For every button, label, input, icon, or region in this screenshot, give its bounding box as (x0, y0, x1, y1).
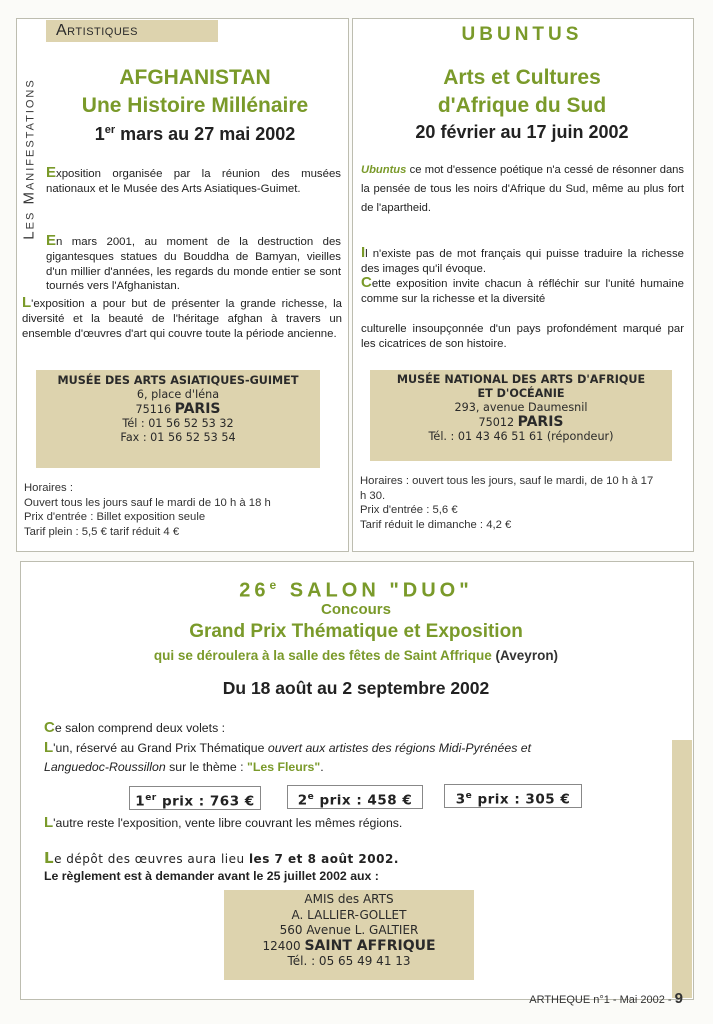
section-tag: Artistiques (46, 20, 218, 42)
salon-line-6: Le règlement est à demander avant le 25 juillet 2002 aux : (44, 869, 379, 883)
salon-line-5: Le dépôt des œuvres aura lieu les 7 et 8 août 2002. (44, 849, 399, 867)
vertical-section-label: Les Manifestations (20, 78, 38, 240)
salon-line-1: Ce salon comprend deux volets : (44, 719, 226, 736)
salon-line-2: L'un, réservé au Grand Prix Thématique ouvert aux artistes des régions Midi-Pyrénées et (44, 739, 532, 756)
salon-title: 26e SALON "DUO" (239, 578, 473, 602)
ubuntus-title: Arts et Cultures (443, 66, 601, 89)
salon-line-4: L'autre reste l'exposition, vente libre couvrant les mêmes régions. (44, 814, 403, 831)
ubuntus-subtitle: d'Afrique du Sud (437, 94, 607, 117)
salon-grand-prix: Grand Prix Thématique et Exposition (189, 621, 523, 642)
second-prize: 2e prix : 458 € (287, 785, 423, 809)
salon-location: qui se déroulera à la salle des fêtes de Saint Affrique (Aveyron) (153, 648, 559, 663)
afghanistan-subtitle: Une Histoire Millénaire (81, 94, 309, 117)
salon-line-3: Languedoc-Roussillon sur le thème : "Les Fleurs". (44, 760, 324, 774)
salon-dates: Du 18 août au 2 septembre 2002 (222, 678, 490, 698)
salon-concours: Concours (320, 601, 391, 618)
ubuntus-dates: 20 février au 17 juin 2002 (415, 122, 629, 142)
afghanistan-paragraph-3: L'exposition a pour but de présenter la grande richesse, la diversité et la beauté de l'héritage afghan à travers un ensemble d'œuvres d'art qui couvre toute la période ancienne. (22, 294, 342, 340)
ubuntus-paragraph-3: Cette exposition invite chacun à réfléchir sur l'unité humaine comme sur la richesse et la diversité (361, 274, 684, 305)
afghanistan-title: AFGHANISTAN (119, 66, 271, 89)
afghanistan-paragraph-1: Exposition organisée par la réunion des musées nationaux et le Musée des Arts Asiatiques-Guimet. (46, 164, 341, 195)
afghanistan-dates: 1er mars au 27 mai 2002 (94, 124, 296, 144)
ubuntus-paragraph-4: culturelle insoupçonnée d'un pays profondément marqué par les cicatrices de son histoire. (361, 323, 684, 350)
afghanistan-info: Horaires : Ouvert tous les jours sauf le mardi de 10 h à 18 h Prix d'entrée : Billet exposition seule Tarif plein : 5,5 € tarif réduit 4 € (24, 482, 271, 538)
ubuntus-heading: UBUNTUS (461, 24, 583, 45)
ubuntus-paragraph-2: Il n'existe pas de mot français qui puisse traduire la richesse des images qu'il évoque. (361, 244, 684, 275)
third-prize: 3e prix : 305 € (444, 784, 582, 808)
ubuntus-paragraph-1: Ubuntus ce mot d'essence poétique n'a cessé de résonner dans la pensée de tous les noirs d'Afrique du Sud, même au plus fort de l'apartheid. (361, 164, 684, 214)
afghanistan-paragraph-2: En mars 2001, au moment de la destruction des gigantesques statues du Bouddha de Bamyan, vieilles d'un millier d'années, les regards du monde entier se sont tournés vers l'Afghanistan. (46, 232, 341, 293)
amis-des-arts-address-box: AMIS des ARTS A. LALLIER-GOLLET 560 Avenue L. GALTIER 12400 SAINT AFFRIQUE Tél. : 05 65 49 41 13 (224, 890, 474, 980)
first-prize: 1er prix : 763 € (129, 786, 261, 810)
africa-museum-address-box: MUSÉE NATIONAL DES ARTS D'AFRIQUE ET D'OCÉANIE 293, avenue Daumesnil 75012 PARIS Tél. : 01 43 46 51 61 (répondeur) (370, 370, 672, 461)
tan-side-band (672, 740, 692, 998)
page-footer: ARTHEQUE n°1 - Mai 2002 - 9 (529, 990, 683, 1007)
ubuntus-info: Horaires : ouvert tous les jours, sauf le mardi, de 10 h à 17 h 30. Prix d'entrée : 5,6 € Tarif réduit le dimanche : 4,2 € (360, 475, 654, 531)
guimet-address-box: MUSÉE DES ARTS ASIATIQUES-GUIMET 6, place d'Iéna 75116 PARIS Tél : 01 56 52 53 32 Fax : 01 56 52 53 54 (36, 370, 320, 468)
